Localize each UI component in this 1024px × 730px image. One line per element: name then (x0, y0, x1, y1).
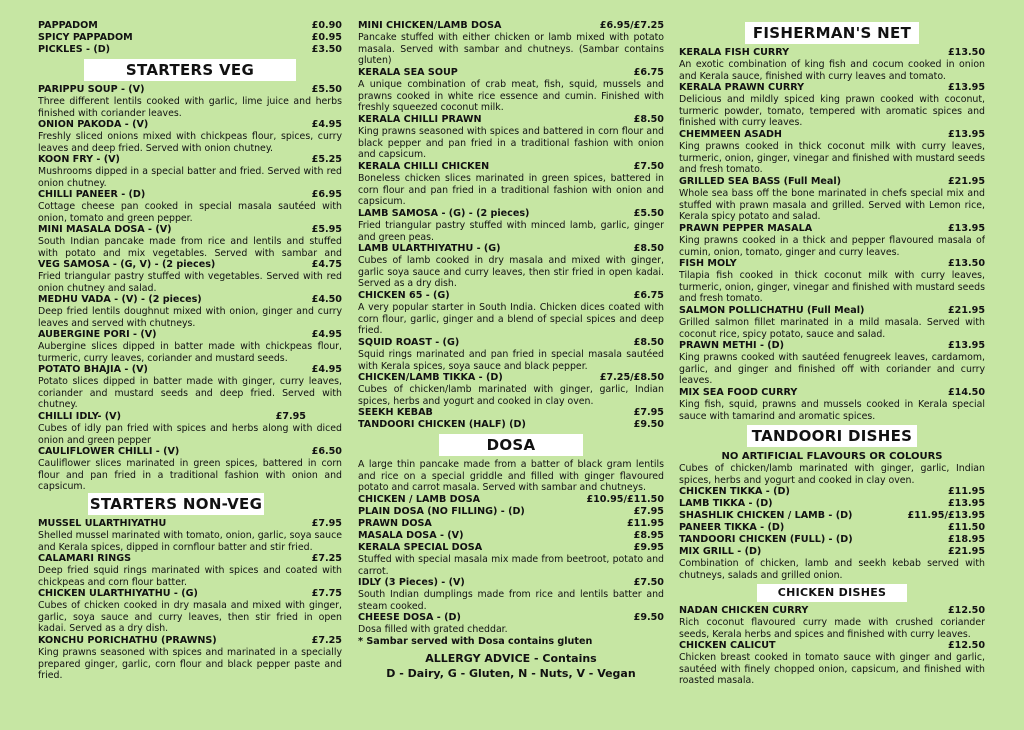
item-price: £7.95 (311, 518, 342, 529)
item-price: £8.95 (633, 530, 664, 541)
section-heading-starters-nonveg: STARTERS NON-VEG (89, 495, 263, 513)
menu-item (358, 67, 664, 114)
menu-item (358, 20, 664, 67)
item-name: TANDOORI CHICKEN (HALF) (D) (358, 419, 526, 430)
item-name: CHILLI PANEER - (D) (38, 189, 146, 200)
item-name: KERALA CHILLI PRAWN (358, 114, 482, 125)
item-price: £3.50 (311, 44, 342, 55)
menu-item (358, 518, 664, 530)
menu-item (38, 224, 342, 259)
item-price: £6.95 (311, 189, 342, 200)
item-description: Mushrooms dipped in a special batter and fried. Served with red onion chutney. (38, 166, 342, 189)
item-price: £6.50 (311, 446, 342, 457)
section-heading-fishermans-net: FISHERMAN'S NET (745, 22, 919, 44)
item-price: £7.50 (633, 161, 664, 172)
item-name: LAMB TIKKA - (D) (679, 498, 773, 509)
item-price: £8.50 (633, 243, 664, 254)
item-name: KERALA CHILLI CHICKEN (358, 161, 490, 172)
item-name: IDLY (3 Pieces) - (V) (358, 577, 465, 588)
item-price: £0.90 (311, 20, 342, 31)
menu-column-right (679, 20, 985, 687)
item-name: VEG SAMOSA - (G, V) - (2 pieces) (38, 259, 216, 270)
menu-item (679, 258, 985, 305)
item-description: South Indian dumplings made from rice and lentils batter and steam cooked. (358, 589, 664, 612)
item-price: £4.95 (311, 364, 342, 375)
item-name: CHICKEN ULARTHIYATHU - (G) (38, 588, 198, 599)
item-description: Pancake stuffed with either chicken or lamb mixed with potato masala. Served with sambar and chutneys. (Sambar contains gluten) (358, 32, 664, 67)
item-price: £13.95 (947, 498, 985, 509)
item-price: £7.95 (275, 411, 306, 422)
item-price: £5.95 (311, 224, 342, 235)
menu-item (358, 208, 664, 243)
menu-item (358, 161, 664, 208)
menu-item (358, 612, 664, 636)
item-description: Cubes of chicken cooked in dry masala and mixed with ginger, garlic, soya sauce and curry leaves, then stir fried in open kadai. Served as a dry dish. (38, 600, 342, 635)
item-price: £8.50 (633, 114, 664, 125)
item-price: £13.95 (947, 82, 985, 93)
item-price: £13.95 (947, 129, 985, 140)
item-name: MINI MASALA DOSA - (V) (38, 224, 172, 235)
item-description: King prawns seasoned with spices and marinated in a specially prepared ginger, garlic, corn flour and black pepper paste and fried. (38, 647, 342, 682)
item-price: £6.95/£7.25 (599, 20, 664, 31)
item-description: Squid rings marinated and pan fried in special masala sautéed with Kerala spices, soya sauce and black pepper. (358, 349, 664, 372)
item-name: MIX SEA FOOD CURRY (679, 387, 798, 398)
item-description: Freshly sliced onions mixed with chickpeas flour, spices, curry leaves and deep fried. Served with onion chutney. (38, 131, 342, 154)
item-name: MIX GRILL - (D) (679, 546, 762, 557)
menu-item (38, 259, 342, 294)
item-name: MEDHU VADA - (V) - (2 pieces) (38, 294, 202, 305)
item-price: £6.75 (633, 290, 664, 301)
item-price: £4.75 (311, 259, 342, 270)
item-name: SQUID ROAST - (G) (358, 337, 460, 348)
section-outro: Combination of chicken, lamb and seekh kebab served with chutneys, salads and grilled onion. (679, 558, 985, 581)
menu-item (38, 154, 342, 189)
item-price: £7.95 (633, 506, 664, 517)
item-price: £6.75 (633, 67, 664, 78)
item-description: Deep fried squid rings marinated with spices and coated with chickpeas and corn flour batter. (38, 565, 342, 588)
item-name: LAMB ULARTHIYATHU - (G) (358, 243, 501, 254)
item-name: SHASHLIK CHICKEN / LAMB - (D) (679, 510, 853, 521)
item-price: £0.95 (311, 32, 342, 43)
item-name: TANDOORI CHICKEN (FULL) - (D) (679, 534, 853, 545)
item-price: £5.50 (311, 84, 342, 95)
item-price: £21.95 (947, 305, 985, 316)
allergy-title: ALLERGY ADVICE - Contains (425, 652, 597, 665)
item-name: KOON FRY - (V) (38, 154, 120, 165)
item-description: King prawns cooked with sautéed fenugreek leaves, cardamom, garlic, and ginger and finished off with coriander and curry leaves. (679, 352, 985, 387)
item-price: £13.50 (947, 258, 985, 269)
item-description: Cottage cheese pan cooked in special masala sautéed with onion, tomato and green pepper. (38, 201, 342, 224)
menu-item (679, 486, 985, 498)
item-description: King prawns seasoned with spices and battered in corn flour and black pepper and pan fried in a traditional fashion with onion and capsicum. (358, 126, 664, 161)
menu-item (38, 446, 342, 493)
section-intro: Cubes of chicken/lamb marinated with ginger, garlic, Indian spices, herbs and yogurt and cooked in clay oven. (679, 463, 985, 486)
item-price: £10.95/£11.50 (586, 494, 664, 505)
menu-item (38, 84, 342, 119)
item-name: CHILLI IDLY- (V) (38, 411, 121, 422)
menu-item (358, 419, 664, 431)
item-name: MINI CHICKEN/LAMB DOSA (358, 20, 502, 31)
item-description: Boneless chicken slices marinated in green spices, battered in corn flour and pan fried in a traditional fashion with onion and capsicum. (358, 173, 664, 208)
item-name: CHICKEN CALICUT (679, 640, 776, 651)
menu-item (679, 305, 985, 340)
menu-item (679, 546, 985, 558)
item-price: £7.25/£8.50 (599, 372, 664, 383)
item-price: £4.95 (311, 119, 342, 130)
menu-item (38, 411, 342, 446)
menu-item (38, 553, 342, 588)
item-name: FISH MOLY (679, 258, 737, 269)
menu-item (679, 387, 985, 422)
item-name: SALMON POLLICHATHU (Full Meal) (679, 305, 865, 316)
menu-item (679, 47, 985, 82)
item-name: PARIPPU SOUP - (V) (38, 84, 145, 95)
item-description: Cubes of idly pan fried with spices and herbs along with diced onion and green pepper (38, 423, 342, 446)
item-price: £7.75 (311, 588, 342, 599)
item-description: A unique combination of crab meat, fish, squid, mussels and prawns cooked in white rice essence and cumin. Finished with freshly squeezed coconut milk. (358, 79, 664, 114)
menu-item (679, 176, 985, 223)
item-name: KERALA PRAWN CURRY (679, 82, 805, 93)
item-name: SPICY PAPPADOM (38, 32, 133, 43)
menu-item (358, 506, 664, 518)
item-description: Stuffed with special masala mix made from beetroot, potato and carrot. (358, 554, 664, 577)
menu-item (38, 294, 342, 329)
item-price: £9.95 (633, 542, 664, 553)
item-name: PRAWN DOSA (358, 518, 432, 529)
menu-item (679, 534, 985, 546)
item-price: £21.95 (947, 546, 985, 557)
item-name: KONCHU PORICHATHU (PRAWNS) (38, 635, 217, 646)
menu-item (358, 577, 664, 612)
item-price: £7.95 (633, 407, 664, 418)
item-name: MUSSEL ULARTHIYATHU (38, 518, 167, 529)
item-price: £9.50 (633, 419, 664, 430)
item-description: Aubergine slices dipped in batter made with chickpeas flour, turmeric, curry leaves, coriander and mustard seeds. (38, 341, 342, 364)
item-price: £11.50 (947, 522, 985, 533)
section-heading-tandoori: TANDOORI DISHES (747, 425, 917, 447)
item-name: NADAN CHICKEN CURRY (679, 605, 809, 616)
item-name: ONION PAKODA - (V) (38, 119, 149, 130)
menu-item (38, 189, 342, 224)
item-description: Fried triangular pastry stuffed with minced lamb, garlic, ginger and green peas. (358, 220, 664, 243)
item-name: CALAMARI RINGS (38, 553, 132, 564)
menu-item (358, 114, 664, 161)
menu-item (38, 588, 342, 635)
item-description: Deep fried lentils doughnut mixed with onion, ginger and curry leaves and served with chutneys. (38, 306, 342, 329)
item-name: KERALA FISH CURRY (679, 47, 790, 58)
item-name: AUBERGINE PORI - (V) (38, 329, 157, 340)
item-price: £7.25 (311, 635, 342, 646)
item-name: PANEER TIKKA - (D) (679, 522, 785, 533)
item-price: £8.50 (633, 337, 664, 348)
menu-item (358, 290, 664, 337)
menu-item (358, 542, 664, 577)
section-intro: A large thin pancake made from a batter of black gram lentils and rice on a special griddle and filled with ginger flavoured potato and carrot masala. Served with sambar and chutneys. (358, 459, 664, 494)
item-price: £21.95 (947, 176, 985, 187)
menu-item (358, 337, 664, 372)
section-heading-chicken: CHICKEN DISHES (757, 584, 907, 602)
section-subtitle: NO ARTIFICIAL FLAVOURS OR COLOURS (721, 451, 943, 462)
item-description: Dosa filled with grated cheddar. (358, 624, 508, 635)
item-price: £13.95 (947, 223, 985, 234)
menu-item (679, 522, 985, 534)
item-description: Cubes of chicken/lamb marinated with ginger, garlic, Indian spices, herbs and yogurt and cooked in clay oven. (358, 384, 664, 407)
allergy-legend: D - Dairy, G - Gluten, N - Nuts, V - Vegan (386, 667, 636, 680)
section-heading-dosa: DOSA (439, 434, 583, 456)
menu-item (38, 518, 342, 553)
item-description: Potato slices dipped in batter made with ginger, curry leaves, coriander and mustard seeds and deep fried. Served with chutney. (38, 376, 342, 411)
menu-item (38, 119, 342, 154)
menu-item (358, 494, 664, 506)
item-name: CHICKEN/LAMB TIKKA - (D) (358, 372, 503, 383)
menu-item (679, 640, 985, 687)
item-price: £11.95 (947, 486, 985, 497)
item-name: CHEESE DOSA - (D) (358, 612, 461, 623)
menu-item (679, 223, 985, 258)
menu-item (358, 530, 664, 542)
menu-item (358, 243, 664, 290)
item-description: Grilled salmon fillet marinated in a mild masala. Served with coconut rice, spicy potato, sauce and salad. (679, 317, 985, 340)
item-description: Chicken breast cooked in tomato sauce with ginger and garlic, sautéed with finely chopped onion, capsicum, and finished with roasted masala. (679, 652, 985, 687)
menu-item (679, 510, 985, 522)
item-name: KERALA SPECIAL DOSA (358, 542, 483, 553)
item-price: £7.50 (633, 577, 664, 588)
item-description: King prawns cooked in a thick and pepper flavoured masala of cumin, onion, tomato, ginger and curry leaves. (679, 235, 985, 258)
section-heading-starters-veg: STARTERS VEG (84, 59, 296, 81)
item-name: PICKLES - (D) (38, 44, 111, 55)
item-description: Rich coconut flavoured curry made with crushed coriander seeds, Kerala herbs and spices and finished with curry leaves. (679, 617, 985, 640)
menu-item (679, 498, 985, 510)
item-name: PAPPADOM (38, 20, 98, 31)
menu-item (38, 44, 342, 56)
item-price: £9.50 (633, 612, 664, 623)
item-name: CAULIFLOWER CHILLI - (V) (38, 446, 180, 457)
menu-item (38, 329, 342, 364)
menu-item (38, 32, 342, 44)
item-price: £12.50 (947, 640, 985, 651)
menu-item (358, 372, 664, 407)
item-price: £13.50 (947, 47, 985, 58)
menu-item (679, 129, 985, 176)
dosa-note: * Sambar served with Dosa contains gluten (358, 636, 593, 647)
item-price: £7.25 (311, 553, 342, 564)
item-name: PRAWN PEPPER MASALA (679, 223, 813, 234)
item-price: £14.50 (947, 387, 985, 398)
menu-item (679, 82, 985, 129)
menu-item (679, 605, 985, 640)
item-price: £11.95 (626, 518, 664, 529)
item-description: South Indian pancake made from rice and lentils and stuffed with potato and mix vegetables. Served with sambar and (38, 236, 342, 259)
menu-item (358, 407, 664, 419)
item-description: Three different lentils cooked with garlic, lime juice and herbs finished with coriander leaves. (38, 96, 342, 119)
item-name: LAMB SAMOSA - (G) - (2 pieces) (358, 208, 530, 219)
item-name: PRAWN METHI - (D) (679, 340, 785, 351)
menu-item (38, 20, 342, 32)
item-description: Delicious and mildly spiced king prawn cooked with coconut, turmeric powder, tomato, tempered with aromatic spices and finished with curry leaves. (679, 94, 985, 129)
menu-column-middle (358, 20, 664, 681)
menu-column-left (38, 20, 342, 682)
item-price: £13.95 (947, 340, 985, 351)
item-description: King prawns cooked in thick coconut milk with curry leaves, turmeric, onion, ginger, vinegar and finished with mustard seeds and fresh tomato. (679, 141, 985, 176)
item-description: Fried triangular pastry stuffed with vegetables. Served with red onion chutney and salad. (38, 271, 342, 294)
menu-item (38, 364, 342, 411)
item-name: POTATO BHAJIA - (V) (38, 364, 148, 375)
item-price: £11.95/£13.95 (907, 510, 985, 521)
item-name: CHICKEN / LAMB DOSA (358, 494, 481, 505)
item-name: GRILLED SEA BASS (Full Meal) (679, 176, 842, 187)
item-name: CHEMMEEN ASADH (679, 129, 782, 140)
item-name: KERALA SEA SOUP (358, 67, 458, 78)
item-price: £5.50 (633, 208, 664, 219)
item-price: £12.50 (947, 605, 985, 616)
menu-item (38, 635, 342, 682)
item-description: Whole sea bass off the bone marinated in chefs special mix and stuffed with prawn masala and grilled. Served with Lemon rice, Kerala spicy potato and salad. (679, 188, 985, 223)
menu-item (679, 340, 985, 387)
item-description: Cauliflower slices marinated in green spices, battered in corn flour and pan fried in a traditional fashion with onion and capsicum. (38, 458, 342, 493)
item-description: Cubes of lamb cooked in dry masala and mixed with ginger, garlic soya sauce and curry leaves, then stir fried in open kadai. Served as a dry dish. (358, 255, 664, 290)
item-price: £4.95 (311, 329, 342, 340)
item-name: SEEKH KEBAB (358, 407, 433, 418)
item-description: Shelled mussel marinated with tomato, onion, garlic, soya sauce and Kerala spices, dipped in cornflour batter and stir fried. (38, 530, 342, 553)
item-price: £5.25 (311, 154, 342, 165)
item-name: MASALA DOSA - (V) (358, 530, 464, 541)
item-description: King fish, squid, prawns and mussels cooked in Kerala special sauce with tamarind and aromatic spices. (679, 399, 985, 422)
item-name: CHICKEN TIKKA - (D) (679, 486, 790, 497)
item-description: Tilapia fish cooked in thick coconut milk with curry leaves, turmeric, onion, ginger, vinegar and finished with mustard seeds and fresh tomato. (679, 270, 985, 305)
item-name: CHICKEN 65 - (G) (358, 290, 450, 301)
item-name: PLAIN DOSA (NO FILLING) - (D) (358, 506, 525, 517)
item-description: An exotic combination of king fish and cocum cooked in onion and Kerala sauce, finished with curry leaves and tomato. (679, 59, 985, 82)
item-price: £18.95 (947, 534, 985, 545)
item-price: £4.50 (311, 294, 342, 305)
item-description: A very popular starter in South India. Chicken dices coated with corn flour, garlic, ginger and a blend of special spices and deep fried. (358, 302, 664, 337)
